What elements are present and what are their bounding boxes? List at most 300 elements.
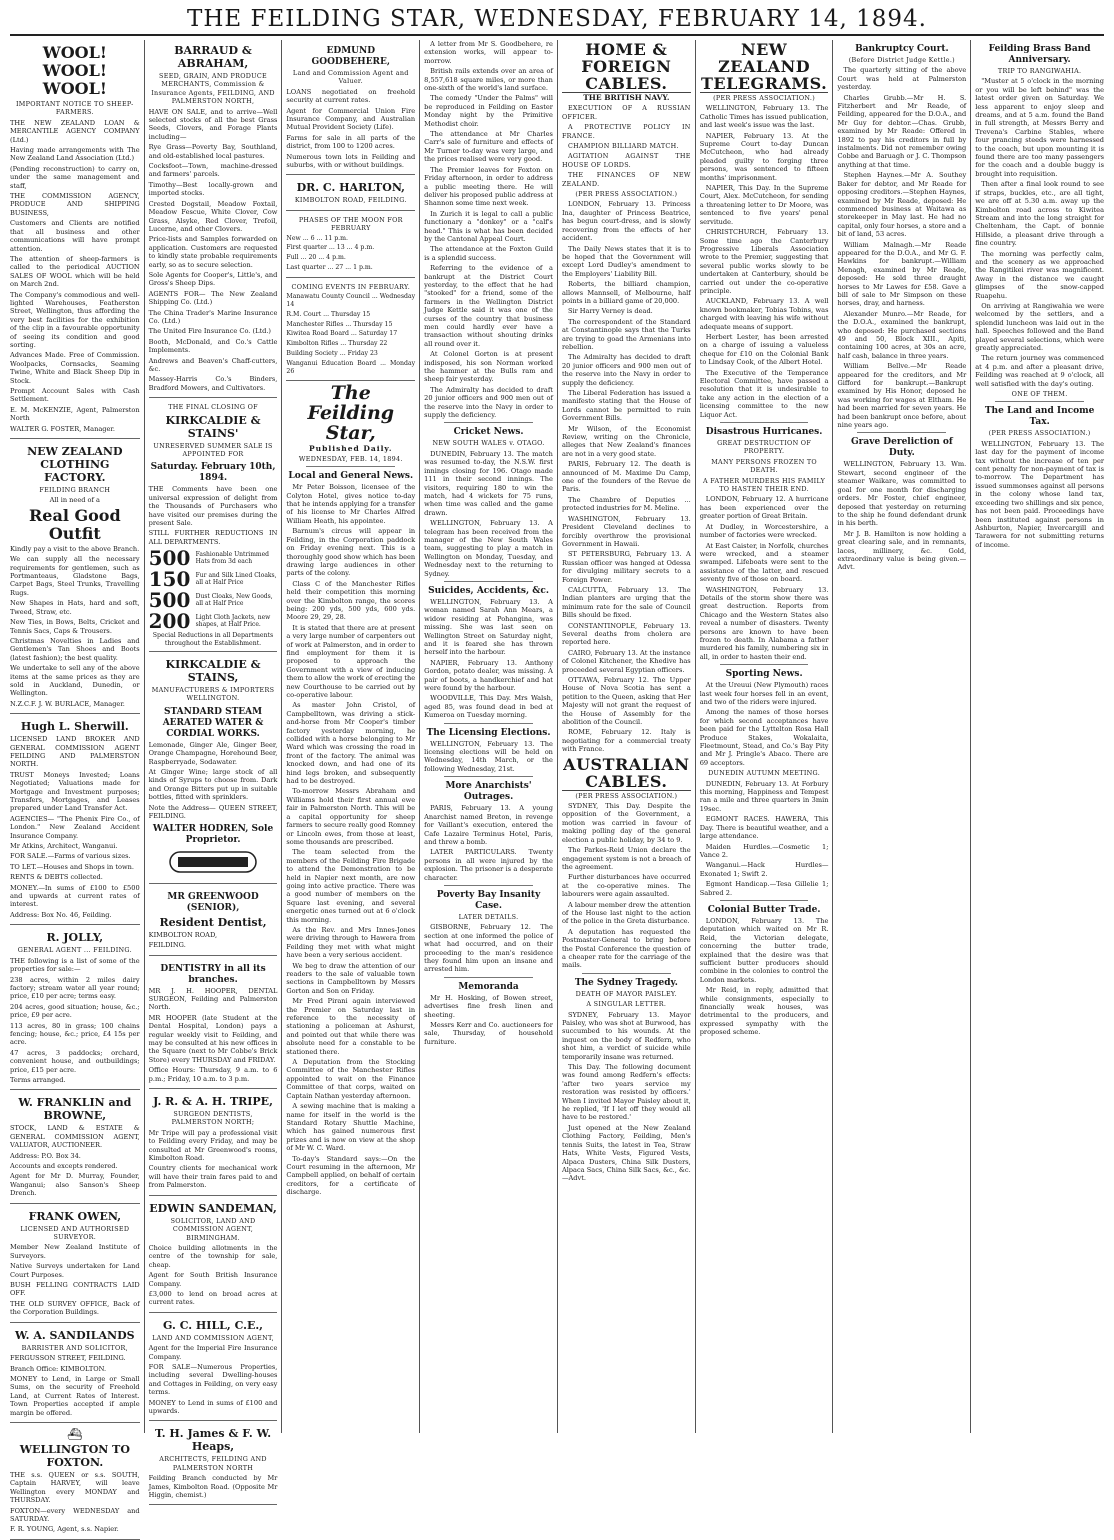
table-heading: COMING EVENTS IN FEBRUARY. [291,282,411,291]
ad-subheading: BARRISTER AND SOLICITOR, [21,1343,128,1352]
paragraph: Kimbolton Rifles ... Thursday 22 [286,340,388,348]
ad-subheading: GENERAL AGENT ... FEILDING. [17,946,132,955]
paragraph: E. M. McKENZIE, Agent, Palmerston North [10,405,140,423]
section-heading: Sporting News. [725,669,803,680]
ad-harlton [286,177,415,210]
paragraph: AGENTS FOR— The New Zealand Shipping Co. (Ltd.) [148,289,278,307]
ad-jolly [10,927,140,1090]
ad-sandeman [149,1198,278,1313]
ad-lead: All in need of a [49,496,100,505]
ad-subheading: SOLICITOR, LAND AND COMMISSION AGENT, BIRMINGHAM. [170,1216,256,1242]
paragraph: Massey-Harris Co.'s Binders, Bradford Mowers, and Cultivators. [148,375,278,392]
paragraph: Farms for sale in all parts of the district, from 100 to 1200 acres. [286,133,416,151]
column-6 [695,40,833,1433]
paragraph: THE Comments have been one universal expression of delight from the Thousands of Purchasers who have visited our premises during the present Sale. [148,485,278,528]
paragraph: Mr Fred Pirani again interviewed the Premier on Saturday last in reference to the necessity of stationing a policeman at Ashurst, and pointed out that while there was absolute need for a constable to be stationed there. [286,997,416,1056]
paragraph: STOCK, LAND & ESTATE & GENERAL COMMISSION AGENT, VALUATOR, AUCTIONEER. [10,1124,140,1150]
section-banner: HOME & FOREIGN CABLES. [562,41,691,93]
article-body [562,200,691,753]
column-4 [419,40,557,1433]
paragraph: CHRISTCHURCH, February 13. Some time ago the Canterbury Progressive Liberals Association wrote to the Premier, suggesting that several public works slowly to be undertaken at Canterbury, should be carried out under the co-operative principle. [699,228,829,295]
paragraph: ROME, February 12. Italy is negotiating for a commercial treaty with France. [561,728,691,754]
paragraph: New Ties, in Bows, Belts, Cricket and Tennis Sacs, Caps & Trousers. [10,618,140,635]
paragraph: AGITATION AGAINST THE HOUSE OF LORDS. [561,152,691,169]
paragraph: William Bellve.—Mr Reade appeared for the creditors, and Mr Gifford for bankrupt.—Bankrupt examined by His Honor, deposed he was working for wages at Eltham. He had been married for seven years. He had been bankrupt once before, about nine years ago. [837,362,967,430]
paragraph: Mr Tripe will pay a professional visit to Feilding every Friday, and may be consulted at Mr Greenwood's rooms, Kimbolton Road. [148,1128,278,1163]
paragraph: Charles Grubb.—Mr H. S. Fitzherbert and Mr Reade, of Feilding, appeared for the D.O.A., and Mr Guy for debtor.—Chas. Grubb, examined by Mr Reade: Offered in 1892 to pay his creditors in full by instalments. Did not remember owing Cobbe and Baruagh or J. C. Thompson anything at that time. [837,93,967,169]
paragraph: CHAMPION BILLIARD MATCH. [567,142,679,151]
column-8 [970,40,1108,1433]
article-body [286,483,415,1196]
paragraph: The Liberal Federation has issued a manifesto stating that the House of Lords cannot be permitted to ruin Government Bills. [561,389,691,423]
article-body [424,40,553,419]
section-heading: Colonial Butter Trade. [707,904,821,915]
ad-body [149,931,278,950]
ad-body [10,1354,140,1417]
paragraph: RENTS & DEBTS collected. [10,873,103,882]
ad-sandilands [10,1325,140,1423]
ad-franklin [10,1092,140,1203]
paragraph: Manawatu County Council ... Wednesday 14 [286,293,416,309]
paragraph: WELLINGTON, February 13. The licensing elections will be held on Wednesday, 14th March, or the following Wednesday, 21st. [424,739,553,773]
paragraph: Agent for the Imperial Fire Insurance Company. [148,1344,278,1361]
section-subheading: GREAT DESTRUCTION OF PROPERTY. [717,439,812,456]
ad-heading: Hugh L. Sherwill. [20,720,129,734]
paragraph: Building Society ... Friday 23 [286,350,378,358]
paragraph: THE FINANCES OF NEW ZEALAND. [561,171,691,188]
paragraph: KIMBOLTON ROAD, [148,930,218,939]
paragraph: NAPIER, February 13. Anthony Gordon, potato dealer, was missing. A pair of boots, a handkerchief and hat were found by the harbour. [424,658,553,693]
paragraph: The United Fire Insurance Co. (Ltd.) [148,327,271,336]
paper-nameplate: The Feilding Star, [307,382,395,445]
section-heading: Poverty Bay Insanity Case. [436,889,541,911]
section-heading: Disastrous Hurricanes. [705,427,823,438]
ad-subheading: MANUFACTURERS & IMPORTERS WELLINGTON. [151,685,275,703]
ad-subheading: FEILDING BRANCH [39,486,111,495]
ad-body [10,735,140,919]
paragraph: Referring to the evidence of a bankrupt at the District Court yesterday, to the effect that he had "stooked" for a friend, some of the farmers in the Wellington District Judge Kettle said it was one of the curses of the country that business men could hardly ever have a transaction without shouting drinks all round over it. [424,264,553,348]
ad-heading: R. JOLLY, [46,931,104,945]
table-heading: PHASES OF THE MOON FOR FEBRUARY [298,215,403,233]
paragraph: Mr Atkins, Architect, Wanganui. [10,842,118,851]
paragraph: Choice building allotments in the centre of the township for sale, cheap. [148,1243,278,1269]
paragraph: Egmont Handicap.—Tesa Gillelie 1; Sabred 2. [699,880,829,897]
column-1 [6,40,144,1534]
paragraph: WALTER G. FOSTER, Manager. [10,424,115,433]
paragraph: Office Hours: Thursday, 9 a.m. to 6 p.m.; Friday, 10 a.m. to 3 p.m. [148,1066,278,1083]
paragraph: LATER PARTICULARS. Twenty persons in all were injured by the explosion. The prisoner is a desperate character. [424,848,553,882]
advertisement-note: Just opened at the New Zealand Clothing Factory, Feilding, Men's tennis Suits, the latest in Tea, Straw Hats, White Vests, Figured Vests, Alpaca Dusters, China Silk Dusters, Alpaca Sacs, China Silk Sacs, &c., &c.—Advt. [561,1123,691,1183]
paragraph: FOR SALE—Numerous Properties, including several Dwelling-houses and Cottages in Feilding, on very easy terms. [148,1362,278,1397]
ad-tail: Special Reductions in all Departments throughout the Establishment. [152,632,274,648]
ad-heading: BARRAUD & ABRAHAM, [174,44,252,70]
ad-body [10,1243,140,1316]
paragraph: TRUST Moneys Invested; Loans Negotiated; Valuations made for Mortgage and Investment purposes; Transfers, Mortgages, and Leases prepared under Land Transfer Act. [10,770,140,813]
paragraph: Cocksfoot—Town, machine-dressed and farmers' parcels. [148,162,278,179]
ad-heading: WOOL! WOOL! WOOL! [42,43,107,98]
paragraph: Mr Reid, in reply, admitted that while consignments, especially to financially weak houses, was detrimental to the producers, and expressed sympathy with the proposed scheme. [699,986,829,1037]
divider [720,664,809,665]
ad-body [149,485,278,546]
ad-kirkcaldie-aerated [149,654,278,884]
ad-subheading: SURGEON DENTISTS, PALMERSTON NORTH; [171,1110,255,1127]
press-credit: (PER PRESS ASSOCIATION.) [988,429,1091,438]
paragraph: WASHINGTON, February 13. Details of the storm show there was great destruction. Reports from Chicago and the Western States also reveal a number of disasters. Twenty persons are known to have been frozen to death. In Alabama a father murdered his family, numbering six in all, in order to hasten their end. [699,585,829,661]
paragraph: Barnum's circus will appear in Feilding, in the Corporation paddock on Friday evening next. This is a thoroughly good show which has been drawing large audiences in other parts of the colony. [286,527,416,578]
paragraph: CALCUTTA, February 13. The Indian planters are urging that the minimum rate for the sale of Council Bills should be fixed. [561,585,691,620]
paragraph: Sir Harry Verney is dead. [567,307,653,316]
section-heading: Memoranda [458,981,519,992]
paragraph: FOR SALE.—Farms of various sizes. [10,852,131,861]
ad-heading: J. R. & A. H. TRIPE, [153,1095,273,1109]
ad-heading-2: STANDARD STEAM AERATED WATER & CORDIAL WORKS. [162,706,264,739]
paragraph: As the Rev. and Mrs Innes-Jones were driving through to Hawera from Feilding they met with what might have been a very serious accident. [286,925,416,960]
ad-goodbehere [286,40,415,175]
price-row [148,609,278,634]
paragraph: In Zurich it is legal to call a public functionary a "donkey" or a "calf's head." This is what has been decided by the Cantonal Appeal Court. [424,209,553,243]
paragraph: 204 acres, good situation; house, &c.; price, £9 per acre. [10,1002,140,1020]
article-body [700,917,829,1037]
divider [720,422,809,423]
paragraph: The morning was perfectly calm, and the scenery as we approached the Rangitikei river was magnificent. Away in the distance we caught glimpses of the snow-capped Ruapehu. [975,249,1104,300]
moon-phases-table [286,213,415,278]
paragraph: At East Caister, in Norfolk, churches were wrecked, and a steamer swamped. Lifeboats were sent to the assistance of the latter, and rescued seventy five of those on board. [699,541,829,584]
section-heading: Grave Dereliction of Duty. [850,437,953,459]
paragraph: British rails extends over an area of 8,557,618 square miles, or more than one-sixth of the world's land surface. [424,67,553,93]
section-heading: The Sydney Tragedy. [574,977,678,988]
price-quantity: 500 [148,546,191,571]
divider [444,776,533,777]
ad-clothing-factory [10,441,140,714]
press-credit: (PER PRESS ASSOCIATION.) [575,190,678,199]
paragraph: 238 acres, within 2 miles dairy factory; stream water all year round; price, £10 per acre; terms easy. [10,975,140,1001]
paragraph: Stephen Haynes.—Mr A. Southey Baker for debtor, and Mr Reade for opposing creditors.—Stephen Haynes, examined by Mr Reade, deposed: He commenced business at Waitawa as storekeeper in May last. He had no capital, only four horses, a store and a bit of land, 53 acres. [837,171,967,239]
paragraph: SYDNEY, February 13. Mayor Paisley, who was shot at Burwood, has succumbed to his wounds. At the inquest on the body of Redfern, who shot him, a verdict of suicide while temporarily insane was returned. [561,1010,691,1061]
price-description: Dust Cloaks, New Goods, all at Half Price [195,593,273,608]
paragraph: EGMONT RACES. HAWERA, This Day. There is beautiful weather, and a large attendance. [699,815,829,841]
paragraph: The team selected from the members of the Feilding Fire Brigade to attend the Demonstration to be held in Napier next month, are now going into active practice. There was a good number of members on the Square last evening, and several energetic ones turned out at 6 o'clock this morning. [286,848,416,924]
ad-heading: W. FRANKLIN and BROWNE, [18,1096,132,1123]
ad-body [149,108,278,393]
ad-greenwood [149,886,278,956]
paragraph: Native Surveys undertaken for Land Court Purposes. [10,1262,140,1279]
paragraph: Branch Office: KIMBOLTON. [10,1364,107,1373]
table-rows [286,293,415,375]
ad-heading: DENTISTRY in all its branches. [160,963,266,985]
paragraph: LONDON, February 13. Princess Ina, daughter of Princess Beatrice, has begun court-dress, and is slowly recovering from the effects of her accident. [561,200,691,243]
paragraph: 113 acres, 80 in grass; 100 chains fencing; house, &c.; price, £4 15s per acre. [10,1021,140,1047]
paragraph: Address: Box No. 46, Feilding. [10,910,112,919]
article-body [837,66,966,429]
section-subheading: DEATH OF MAYOR PAISLEY. [575,989,677,998]
paragraph: Rye Grass—Poverty Bay, Southland, and old-established local pastures. [148,143,278,160]
divider [444,422,533,423]
section-heading: Cricket News. [453,427,524,438]
article-body [424,740,553,774]
article-body [424,923,553,973]
column-3 [281,40,419,1433]
paragraph: At Colonel Gorton is at present indisposed, his son Norman worked the hammer at the Bulls ram and sheep fair yesterday. [424,350,553,384]
paragraph: HAVE ON SALE, and to arrive—Well selected stocks of all the best Grass Seeds, Clovers, and Forage Plants including— [148,107,278,141]
price-quantity: 150 [148,567,191,592]
paragraph: Mr H. Hosking, of Bowen street, advertises fine fresh linen and sheeting. [424,993,553,1019]
ad-frank-owen [10,1206,140,1323]
section-heading: Suicides, Accidents, &c. [428,585,549,596]
price-description: Fur and Silk Lined Cloaks, all at Half Price [195,572,277,587]
ad-subheading: LAND AND COMMISSION AGENT, [152,1333,274,1342]
paragraph: Numerous town lots in Feilding and suburbs, with or without buildings. [286,152,416,170]
paragraph: £3,000 to lend on broad acres at current rates. [148,1289,278,1307]
price-row [148,567,278,592]
paragraph: N.Z.C.F. J. W. BURLACE, Manager. [10,699,125,708]
paragraph: First quarter ... 13 ... 4 p.m. [286,244,375,252]
article-body [700,104,829,419]
paragraph: Class C of the Manchester Rifles held their competition this morning over the Kimbolton range, the scores being: 200 yds, 500 yds, 600 yds. Moore 29, 29, 28. [286,579,416,622]
paragraph: FOXTON—every WEDNESDAY and SATURDAY. [10,1506,140,1523]
paragraph: Agent for Commercial Union Fire Insurance Company, and Australian Mutual Provident Society (Life). [286,106,416,132]
section-banner: NEW ZEALAND TELEGRAMS. [700,40,828,93]
paragraph: 47 acres, 3 paddocks; orchard, convenient house, and outbuildings; price, £15 per acre. [10,1048,140,1074]
paragraph: EXECUTION OF A RUSSIAN OFFICER. [561,104,691,121]
section-subheading: NEW SOUTH WALES v. OTAGO. [432,439,545,448]
paragraph: The China Trader's Marine Insurance Co. (Ltd.) [148,308,278,325]
paragraph: LOANS negotiated on freehold security at current rates. [286,87,416,105]
ad-wool [10,40,140,439]
ad-foxton-steamer [10,1425,140,1540]
paragraph: Customers and Clients are notified that all business and other communications will have prompt attention. [10,219,140,253]
section-heading: The Licensing Elections. [426,727,551,738]
divider [444,977,533,978]
paragraph: The attendance at the Foxton Guild is a splendid success. [424,245,553,262]
ad-subheading: Land and Commission Agent and Valuer. [292,69,409,86]
paragraph: Further disturbances have occurred at the co-operative mines. The labourers were again assaulted. [561,873,691,899]
section-subheading: DUNEDIN AUTUMN MEETING. [708,769,821,778]
article-body [700,681,829,767]
paragraph: Last quarter ... 27 ... 1 p.m. [286,264,373,272]
columns [6,40,1108,1534]
ad-body [10,1124,140,1197]
paragraph: A letter from Mr S. Goodbehere, re extension works, will appear to-morrow. [424,40,553,65]
article-body [562,1011,691,1122]
paragraph: Herbert Lester, has been arrested on a charge of issuing a valueless cheque for £10 on the Colonial Bank to Lindsay Cook, of the Albert Hotel. [699,332,829,367]
column-7 [832,40,970,1433]
price-quantity: 200 [148,609,191,634]
press-credit: (PER PRESS ASSOCIATION.) [575,791,678,800]
ad-kirkcaldie-sale [149,400,278,652]
divider [444,723,533,724]
paragraph: Kiwitea Road Board ... Saturday 17 [286,330,398,338]
paragraph: AUCKLAND, February 13. A well known bookmaker, Tobias Tobins, was charged with leaving his wife without adequate means of support. [699,297,829,331]
article-body [424,598,553,720]
ad-hooper [149,958,278,1089]
article-body [975,440,1104,549]
paragraph: ST PETERSBURG, February 13. A Russian officer was hanged at Odessa for divulging military secrets to a Foreign Power. [561,550,691,584]
divider [857,432,946,433]
paragraph: WASHINGTON, February 13. President Cleveland declines to forcibly overthrow the provisional Government in Hawaii. [561,514,691,548]
paragraph: THE COMMISSION AGENCY, PRODUCE AND SHIPPING BUSINESS, [10,192,140,217]
ad-body [286,88,415,170]
section-subheading-2: MANY PERSONS FROZEN TO DEATH. [711,457,817,475]
paragraph: The Admiralty has decided to draft 20 junior officers and 900 men out of the reserve into the Navy in order to supply the deficiency. [561,353,691,387]
ad-subheading: LICENSED AND AUTHORISED SURVEYOR. [20,1224,130,1242]
paragraph: DUNEDIN, February 13. At Forbury this morning, Happiness and Tempest ran a mile and three quarters in 3min 19sec. [699,779,829,813]
article-body [424,994,553,1046]
paragraph: We can supply all the necessary requirements for gentlemen, such as Portmanteaus, Gladstone Bags, Carpet Bags, Steel Trunks, Travelling Rugs. [10,555,140,597]
masthead-title: THE FEILDING STAR, WEDNESDAY, FEBRUARY 14, 1894. [10,4,1104,36]
paragraph: The Company's commodious and well-lighted Warehouses, Featherston Street, Wellington, thus affording the very best facilities for the exhibition of the clip in a favourable opportunity of seeing its condition and good sorting. [10,290,140,349]
paragraph: LONDON, February 12. A hurricane has been experienced over the greater portion of Great Britain. [699,495,829,521]
ad-body [149,1129,278,1190]
section-subheading: TRIP TO RANGIWAHIA. [997,67,1082,75]
section-subheading: LATER DETAILS. [458,912,519,921]
price-list [148,546,278,634]
section-subheading-2: A SINGULAR LETTER. [586,1000,667,1009]
paragraph: TO LET.—Houses and Shops in town. [10,862,134,871]
paragraph: At Dudley, in Worcestershire, a number of factories were wrecked. [699,522,829,540]
paragraph: THE following is a list of some of the properties for sale:— [10,956,140,974]
ad-body [149,1344,278,1415]
paragraph: Mr Wilson, of the Economist Review, writing on the Chronicle, alleges that New Zealand's finances are not in a very good state. [561,424,691,458]
ad-subheading-2: UNRESERVED SUMMER SALE IS APPOINTED FOR [153,441,273,459]
paragraph: THE s.s. QUEEN or s.s. SOUTH, Captain HARVEY, will leave Wellington every MONDAY and THURSDAY. [10,1470,140,1505]
ad-heading: MR GREENWOOD (SENIOR), [167,891,259,913]
price-row [148,588,278,613]
paragraph: Price-lists and Samples forwarded on application. Customers are requested to kindly state probable requirements early, so as to secure selection. [148,235,278,269]
paragraph: The Chambre of Deputies ... protected industries for M. Meline. [561,495,691,513]
section-heading: More Anarchists' Outrages. [445,781,532,803]
paragraph: Accounts and excepts rendered. [10,1162,118,1170]
paragraph: WELLINGTON, February 13. A woman named Sarah Ann Mears, a widow residing at Pohangina, was missing. She was last seen on Wellington Street on Saturday night, and it is feared she has thrown herself into the harbour. [424,597,553,657]
section-subheading-3: A FATHER MURDERS HIS FAMILY TO HASTEN THEIR END. [703,476,826,494]
paragraph: As master John Cristol, of Campbelltown, was driving a stick-and-horse from Mr Cooper's timber factory yesterday morning, he collided with a horse belonging to Mr Ward which was crossing the road in front of the factory. The animal was knocked down, and had one of its hind legs broken, and subsequently had to be destroyed. [286,701,416,786]
paragraph: NAPIER, This Day. In the Supreme Court, Alex. McCutcheon, for sending a threatening letter to Dr Moore, was sentenced to five years' penal servitude. [699,184,829,226]
ad-date: Saturday. February 10th, 1894. [150,462,276,484]
paragraph: Agent for Mr D. Murray, Founder, Wanganui; also Sanson's Sheep Drench. [10,1172,140,1198]
ad-body [149,1474,278,1499]
price-quantity: 500 [148,588,191,613]
ad-body [149,987,278,1083]
ad-heading: EDWIN SANDEMAN, [149,1201,277,1215]
paragraph: OTTAWA, February 12. The Upper House of Nova Scotia has sent a petition to the Queen, asking that Her Majesty will not grant the request of the House of Assembly for the abolition of the Council. [561,676,691,727]
paragraph: MONEY to Lend, in Large or Small Sums, on the security of Freehold Land, at Current Rates of Interest. Town Properties accepted if ample margin be offered. [10,1374,140,1417]
paragraph: We beg to draw the attention of our readers to the sale of valuable town sections in Campbelltown by Messrs Gorton and Son on Friday. [286,961,416,995]
price-description: Fashionable Untrimmed Hats from 3d each [195,551,269,566]
paragraph: Having made arrangements with The New Zealand Land Association (Ltd.) [10,146,140,163]
article-body [424,804,553,882]
paragraph: (Pending reconstruction) to carry on, under the same management and staff, [10,164,140,190]
paragraph: Agent for South British Insurance Company. [148,1271,278,1288]
headline-list [562,104,691,188]
paragraph: Booth, McDonald, and Co.'s Cattle Implements. [148,337,278,355]
paragraph: The Executive of the Temperance Electoral Committee, have passed a resolution that it is undesirable to take any action in the election of a licensing committee to the new Liquor Act. [699,368,829,419]
paragraph: FEILDING. [148,941,186,950]
ad-display-line: Real Good Outfit [28,505,121,543]
paragraph: FERGUSSON STREET, FEILDING. [10,1354,126,1363]
paragraph: The Premier leaves for Foxton on Friday afternoon, in order to address a public meeting there. He will deliver his proposed public address at Shannon some time next week. [424,165,553,208]
column-5 [557,40,695,1433]
paper-date: WEDNESDAY, FEB. 14, 1894. [298,454,403,463]
paragraph: LICENSED LAND BROKER AND GENERAL COMMISSION AGENT FEILDING AND PALMERSTON NORTH. [10,735,140,769]
article-body [700,780,829,897]
ad-heading: EDMUND GOODBEHERE, [311,46,391,67]
paragraph: To-day's Standard says:—On the Court resuming in the afternoon, Mr Campbell applied, on behalf of certain creditors, for a certificate of discharge. [286,1154,416,1197]
ad-heading: T. H. James & F. W. Heaps, [154,1427,272,1454]
paragraph: Wanganui.—Hack Hurdles—Exonated 1; Swift 2. [699,861,829,878]
paragraph: Alexander Munro.—Mr Reade, for the D.O.A., examined the bankrupt, who deposed: He purchased sections 49 and 50, Block XIII., Apiti, containing 100 acres, at 30s an acre, half cash, balance in three years. [837,309,967,360]
paragraph: William Malnagh.—Mr Reade appeared for the D.O.A., and Mr G. F. Hawkins for bankrupt.—William Menagh, examined by Mr Reade, deposed: He sold three draught horses to Mr Lawes for £58. Gave a bill of sale to Mr Simpson on these horses, dray, and harness. [837,240,967,308]
paragraph: Timothy—Best locally-grown and imported stocks. [148,180,278,198]
paragraph: R.M. Court ... Thursday 15 [286,310,371,318]
ad-tripe [149,1091,278,1196]
paragraph: Mr J. B. Hamilton is now holding a great clearing sale, and in remnants, laces, millinery, &c. Gold, extraordinary value is being given.—Advt. [837,529,967,572]
column-2 [144,40,282,1500]
press-credit: (PER PRESS ASSOCIATION.) [713,94,816,102]
paragraph: We undertake to sell any of the above items at the same prices as they are sold in Auckland, Dunedin, or Wellington. [10,664,140,698]
paragraph: A PROTECTIVE POLICY IN FRANCE. [561,123,691,140]
section-banner: AUSTRALIAN CABLES. [563,754,690,791]
paragraph: The quarterly sitting of the above Court was held at Palmerston yesterday. [837,66,967,92]
paragraph: MONEY.—In sums of £100 to £500 and upwards at current rates of interest. [10,883,140,909]
paragraph: Sole Agents for Cooper's, Little's, and Gross's Sheep Dips. [148,270,278,288]
ad-body [10,957,140,1085]
ad-body [10,119,140,433]
paper-tagline: Published Daily. [309,444,393,454]
ad-heading: DR. C. HARLTON, [296,181,405,195]
ad-hill [149,1315,278,1422]
divider [582,973,671,974]
paragraph: PARIS, February 13. A young Anarchist named Breton, in revenge for Vaillant's execution, entered the Cafe Lazaire Terminus Hotel, Paris, and threw a bomb. [424,804,553,846]
paragraph: On arriving at Rangiwahia we were welcomed by the settlers, and a splendid luncheon was laid out in the hall. Speeches followed and the Band played several selections, which were greatly appreciated. [975,301,1104,352]
paragraph: Feilding Branch conducted by Mr James, Kimbolton Road. (Opposite Mr Higgin, chemist.) [148,1474,278,1500]
paragraph: MR HOOPER (late Student at the Dental Hospital, London) pays a regular weekly visit to Feilding, and may be consulted at his new offices in the Square (next to Mr Cobbe's Brick Store) every THURSDAY and FRIDAY. [148,1013,278,1064]
paragraph: WELLINGTON, February 13. The Catholic Times has issued publication, and last week's issue was the last. [699,104,829,130]
paragraph: Messrs Kerr and Co. auctioneers for sale, Thursday, of household furniture. [424,1021,553,1046]
paragraph: Among the names of those horses for which second acceptances have been paid for the Lyttelton Rosa Hall Produce Stakes, Wokalaita, Fleetmount, Stead, and Co.'s Bay Pity and Mr J. Pringle's Abaco. There are 69 acceptors. [699,708,829,767]
paragraph: STILL FURTHER REDUCTIONS IN ALL DEPARTMENTS. [148,529,278,546]
divider [444,581,533,582]
paragraph: Wanganui Education Board ... Monday 26 [286,359,416,375]
paragraph: Maiden Hurdles.—Cosmetic 1; Vance 2. [699,842,829,859]
paragraph: Christmas Novelties in Ladies and Gentlemen's Tan Shoes and Boots (latest fashion); the best quality. [10,636,140,662]
ad-body [10,545,140,708]
ad-subheading: KIMBOLTON ROAD, FEILDING. [294,196,407,205]
ad-body [149,1244,278,1307]
paragraph: The return journey was commenced at 4 p.m. and after a pleasant drive, Feilding was reached at 9 o'clock, all well satisfied with the day's outing. [975,354,1104,388]
paragraph: New ... 6 ... 11 p.m. [286,234,348,242]
paragraph: Address: P.O. Box 34. [10,1151,81,1160]
paragraph: CAIRO, February 13. At the instance of Colonel Kitchener, the Khedive has proceeded several Egyptian officers. [561,648,691,674]
paragraph: Advances Made. Free of Commission. Woolpacks, Cornsacks, Seaming Twine, White and Black Sheep Dip in Stock. [10,351,140,385]
paragraph: This Day. The following document was found among Redfern's effects: 'after two years service my restoration was resisted by officers.' When I invited Mayor Paisley about it, he replied, 'If I let off they would all have to be restored.' [561,1063,691,1122]
divider [444,885,533,886]
paragraph: Andrews and Beaven's Chaff-cutters, &c. [148,356,278,373]
paragraph: To-morrow Messrs Abraham and Williams hold their first annual ewe fair in Palmerston North. This will be a capital opportunity for sheep farmers to secure really good Romney or Lincoln ewes, from those at least, some thousands are prescribed. [286,787,416,846]
paragraph: WELLINGTON, February 13. Wm. Stewart, second engineer of the steamer Waikare, was committed to goal for one month for discharging orders. Mr Foster, chief engineer, deposed that yesterday on returning to the ship he found defendant drunk in his berth. [837,460,967,528]
paragraph: Full ... 20 ... 4 p.m. [286,254,346,262]
ad-subheading: SEED, GRAIN, AND PRODUCE MERCHANTS, Commission & Insurance Agents, FEILDING, AND PALMERSTON NORTH, [151,72,275,106]
article-body [562,802,691,970]
paragraph: MR J. H. HOOPER, DENTAL SURGEON, Feilding and Palmerston North. [148,986,278,1012]
paragraph: AGENCIES— "The Phenix Fire Co., of London." New Zealand Accident Insurance Company. [10,814,140,840]
paragraph: WOODVILLE, This Day. Mrs Walsh, aged 85, was found dead in bed at Kumeroa on Tuesday morning. [424,694,553,720]
paragraph: It is stated that there are at present a very large number of carpenters out of work at Palmerston, and in order to find employment for them it is proposed to approach the Government with a view of inducing them to allow the work of erecting the new Courthouse to be carried out by co-operative labour. [286,623,416,700]
paragraph: The attention of sheep-farmers is called to the periodical AUCTION SALES OF WOOL which will be held on March 2nd. [10,254,140,289]
ad-signature: WALTER HODREN, Sole Proprietor. [152,824,274,846]
article-body [837,460,966,571]
article-signature: ONE OF THEM. [1011,390,1068,399]
table-rows [286,235,415,272]
ad-heading: KIRKCALDIE & STAINS' [165,413,261,440]
